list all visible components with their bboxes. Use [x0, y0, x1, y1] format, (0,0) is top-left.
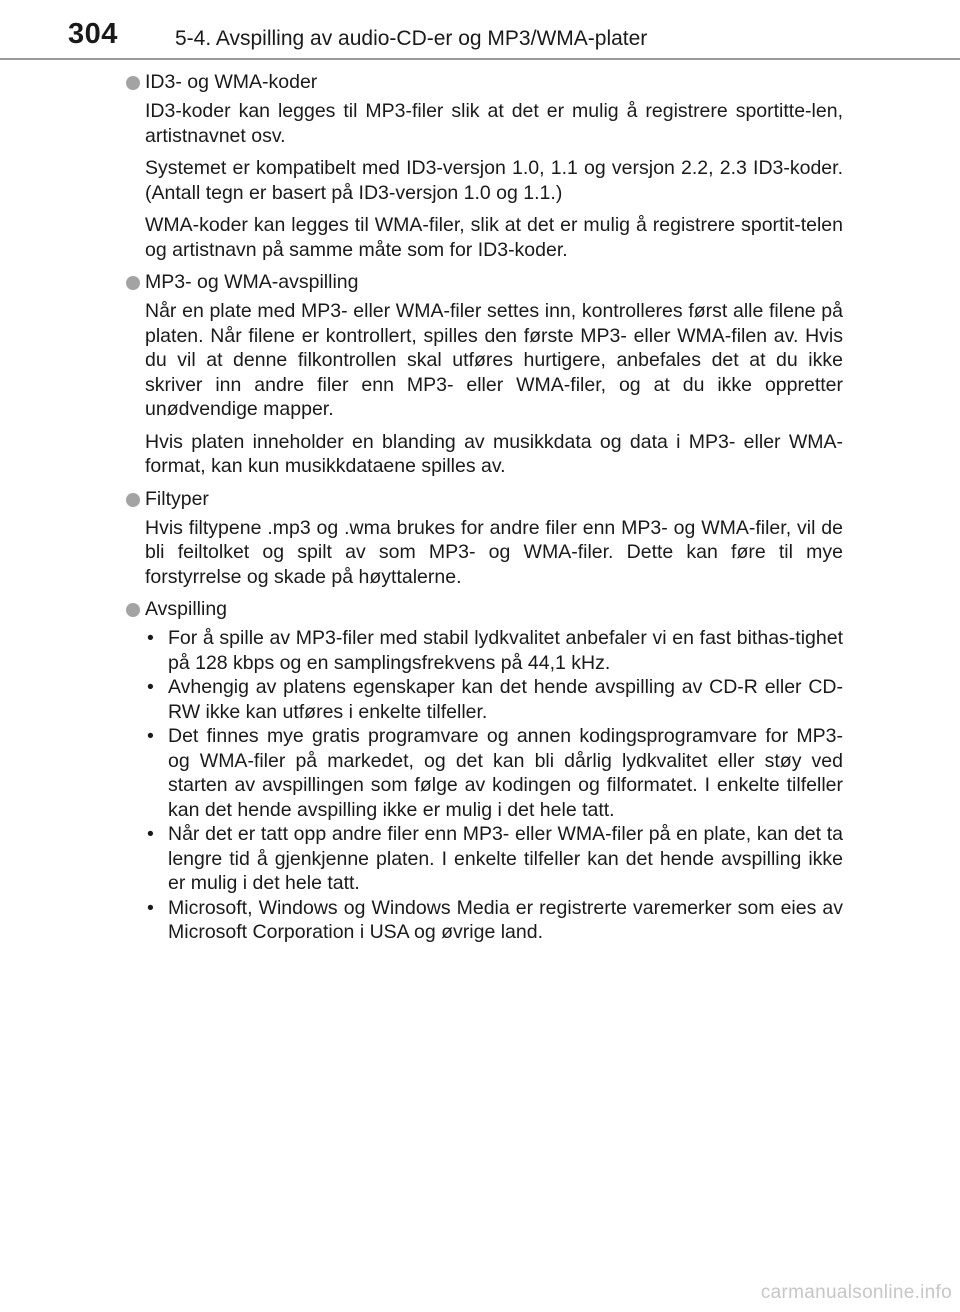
- list-item: [145, 626, 843, 675]
- paragraph: Når en plate med MP3- eller WMA-filer settes inn, kontrolleres først alle filene på platen. Når filene er kontrollert, spilles den første MP3- eller WMA-filen av. Hvis du vil at denne filkontrollen skal utføres hurtigere, anbefales det at du ikke skriver inn andre filer enn MP3- eller WMA-filer, og at du ikke oppretter unødvendige mapper.: [145, 300, 843, 420]
- section-heading-text: MP3- og WMA-avspilling: [145, 271, 359, 293]
- section-heading: [125, 487, 843, 512]
- section-heading-text: ID3- og WMA-koder: [145, 71, 318, 93]
- page-content: [125, 70, 843, 951]
- list-item-text: For å spille av MP3-filer med stabil lydkvalitet anbefaler vi en fast bithas-tighet på 128 kbps og en samplingsfrekvens på 44,1 kHz.: [168, 627, 843, 674]
- paragraph: Hvis filtypene .mp3 og .wma brukes for andre filer enn MP3- og WMA-filer, vil de bli feiltolket og spilt av som MP3- og WMA-filer. Dette kan føre til mye forstyrrelse og skade på høyttalerne.: [145, 516, 843, 588]
- circle-bullet-icon: [126, 276, 140, 290]
- circle-bullet-icon: [126, 603, 140, 617]
- paragraph: WMA-koder kan legges til WMA-filer, slik at det er mulig å registrere sportit-telen og artistnavn på samme måte som for ID3-koder.: [145, 214, 843, 261]
- list-item-text: Avhengig av platens egenskaper kan det hende avspilling av CD-R eller CD-RW ikke kan utføres i enkelte tilfeller.: [168, 676, 843, 723]
- watermark: carmanualsonline.info: [760, 1282, 952, 1303]
- bullet-mark: •: [147, 725, 154, 747]
- bullet-list: [145, 626, 843, 945]
- section-heading: [125, 270, 843, 295]
- section-heading: [125, 70, 843, 95]
- list-item-text: Når det er tatt opp andre filer enn MP3- eller WMA-filer på en plate, kan det ta lengre tid å gjenkjenne platen. I enkelte tilfeller kan det hende avspilling ikke er mulig i det hele tatt.: [168, 823, 843, 894]
- list-item: [145, 724, 843, 822]
- list-item: [145, 822, 843, 896]
- paragraph: Hvis platen inneholder en blanding av musikkdata og data i MP3- eller WMA-format, kan kun musikkdataene spilles av.: [145, 430, 843, 477]
- page-number: 304: [68, 18, 118, 50]
- bullet-mark: •: [147, 627, 154, 649]
- paragraph: Systemet er kompatibelt med ID3-versjon 1.0, 1.1 og versjon 2.2, 2.3 ID3-koder. (Antall tegn er basert på ID3-versjon 1.0 og 1.1.): [145, 157, 843, 204]
- section-mp3-wma-playback: [125, 270, 843, 479]
- section-id3-wma-tags: [125, 70, 843, 262]
- header-divider: [0, 58, 960, 60]
- circle-bullet-icon: [126, 493, 140, 507]
- paragraph: ID3-koder kan legges til MP3-filer slik at det er mulig å registrere sportitte-len, artistnavnet osv.: [145, 100, 843, 147]
- bullet-mark: •: [147, 676, 154, 698]
- section-heading-text: Filtyper: [145, 487, 209, 510]
- circle-bullet-icon: [126, 76, 140, 90]
- list-item: [145, 675, 843, 724]
- list-item-text: Microsoft, Windows og Windows Media er registrerte varemerker som eies av Microsoft Corporation i USA og øvrige land.: [168, 896, 843, 943]
- section-file-types: [125, 487, 843, 590]
- section-heading-text: Avspilling: [145, 598, 228, 620]
- section-heading: [125, 597, 843, 622]
- bullet-mark: •: [147, 896, 154, 919]
- section-playback: [125, 597, 843, 945]
- bullet-mark: •: [147, 823, 154, 845]
- list-item-text: Det finnes mye gratis programvare og annen kodingsprogramvare for MP3- og WMA-filer på markedet, og det kan bli dårlig lydkvalitet eller støy ved starten av avspillingen som følge av kodingen og filformatet. I enkelte tilfeller kan det hende avspilling ikke er mulig i det hele tatt.: [168, 725, 843, 821]
- chapter-title: 5-4. Avspilling av audio-CD-er og MP3/WMA-plater: [175, 27, 648, 50]
- page-header: [0, 0, 960, 62]
- list-item: [145, 896, 843, 945]
